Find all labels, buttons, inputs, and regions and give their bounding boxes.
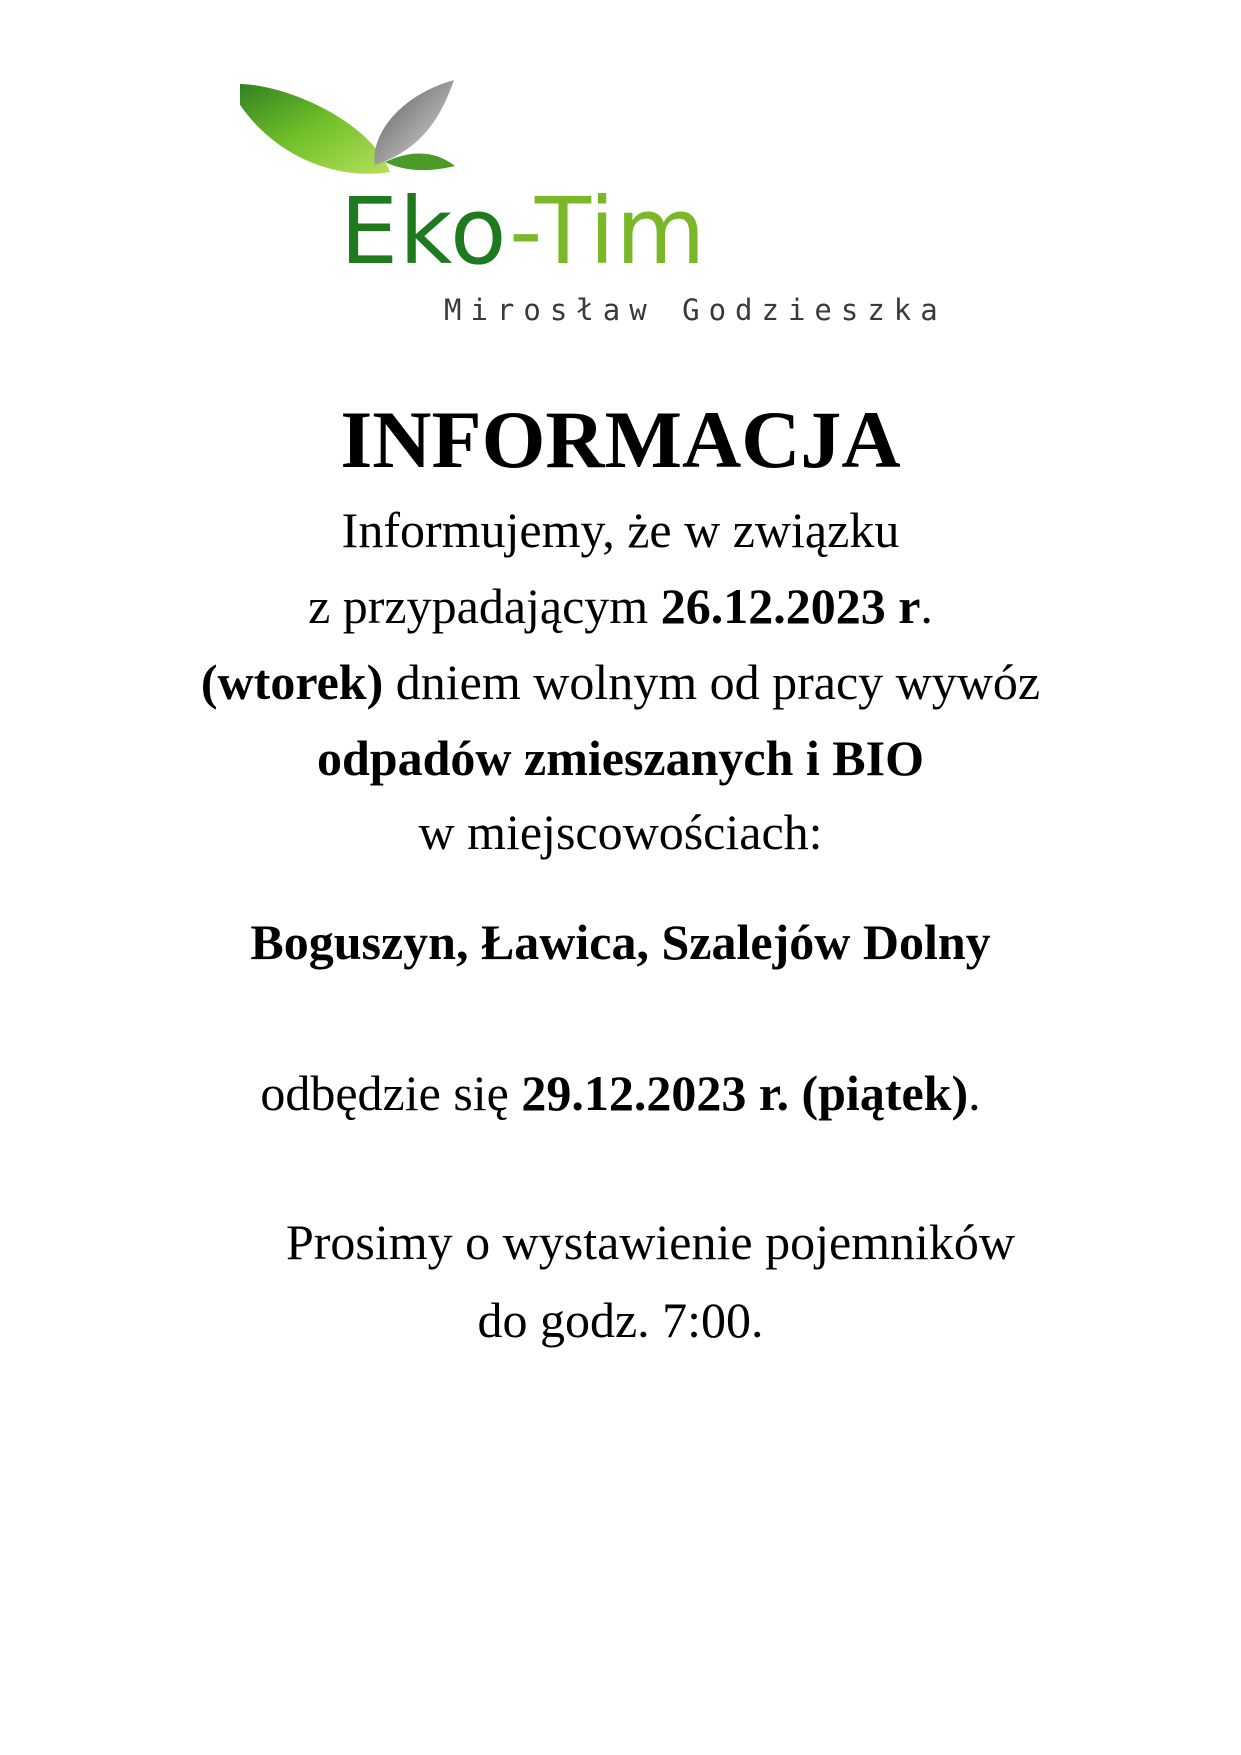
notice-line-2-end: .	[920, 578, 933, 634]
company-logo	[240, 80, 980, 340]
new-collection-date: 29.12.2023 r. (piątek)	[521, 1065, 969, 1121]
localities-list: Boguszyn, Ławica, Szalejów Dolny	[250, 914, 991, 970]
owner-name: Mirosław Godzieszka	[444, 293, 947, 327]
holiday-date: 26.12.2023 r	[660, 578, 921, 634]
brand-name	[340, 178, 707, 285]
brand-name-part1: Eko	[340, 178, 510, 285]
notice-line-5: w miejscowościach:	[418, 804, 823, 860]
notice-line-7-text: odbędzie się	[260, 1065, 522, 1121]
brand-name-part2: -Tim	[509, 178, 707, 285]
notice-localities	[0, 912, 1241, 972]
waste-type: odpadów zmieszanych i BIO	[316, 730, 924, 786]
notice-line-2-text: z przypadającym	[308, 578, 661, 634]
notice-line-7-end: .	[968, 1065, 981, 1121]
notice-new-date-line	[0, 1063, 1241, 1123]
notice-line-4	[0, 728, 1241, 788]
notice-request-line: Prosimy o wystawienie pojemników	[285, 1214, 1016, 1270]
notice-line-3-text: dniem wolnym od pracy wywóz	[383, 654, 1041, 710]
notice-line-3	[0, 652, 1241, 712]
holiday-weekday: (wtorek)	[200, 654, 384, 710]
notice-deadline-line: do godz. 7:00.	[477, 1292, 764, 1348]
notice-line-2	[0, 576, 1241, 636]
notice-title: INFORMACJA	[340, 394, 901, 485]
notice-line-1: Informujemy, że w związku	[341, 502, 900, 558]
